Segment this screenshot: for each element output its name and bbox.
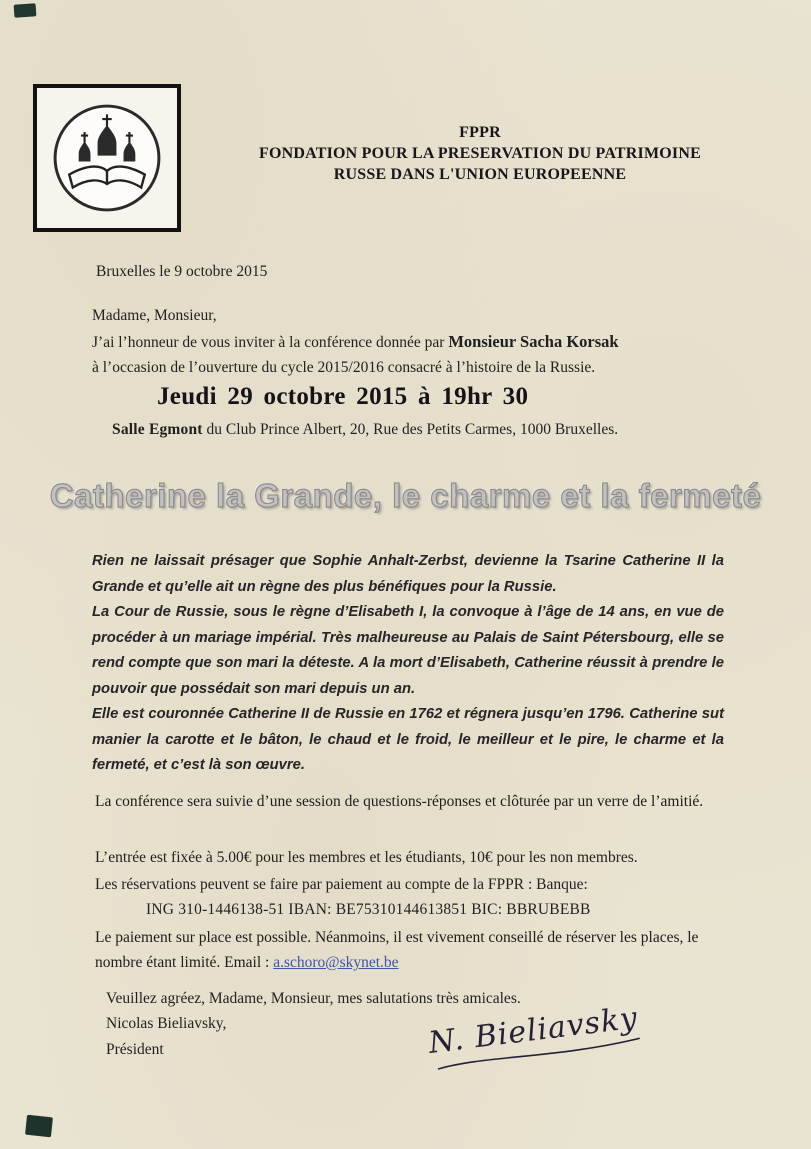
invitation-continuation: à l’occasion de l’ouverture du cycle 2015/2016 consacré à l’histoire de la Russie. — [92, 359, 596, 376]
venue-address: du Club Prince Albert, 20, Rue des Petits Carmes, 1000 Bruxelles. — [202, 421, 619, 438]
signer-name: Nicolas Bieliavsky, — [106, 1015, 227, 1032]
scan-artifact-top — [14, 3, 37, 18]
event-datetime: Jeudi 29 octobre 2015 à 19hr 30 — [157, 383, 529, 410]
letterhead — [195, 122, 765, 185]
salutation: Madame, Monsieur, — [92, 307, 217, 324]
valediction: Veuillez agréez, Madame, Monsieur, mes salutations très amicales. — [106, 990, 521, 1007]
abstract-paragraph-1: Rien ne laissait présager que Sophie Anhalt-Zerbst, devienne la Tsarine Catherine II la Grande et qu’elle ait un règne des plus bénéfiques pour la Russie. — [92, 553, 724, 595]
conference-abstract — [92, 549, 724, 779]
abstract-paragraph-2: La Cour de Russie, sous le règne d’Elisabeth I, la convoque à l’âge de 14 ans, en vue de procéder à un mariage impérial. Très malheureuse au Palais de Saint Pétersbourg, elle se rend compte que son mari la déteste. A la mort d’Elisabeth, Catherine réussit à prendre le pouvoir que possédait son mari depuis un an. — [92, 604, 724, 697]
speaker-name: Monsieur Sacha Korsak — [448, 332, 619, 351]
russian-church-book-icon — [48, 99, 166, 217]
signature-text: N. Bieliavsky — [426, 1000, 640, 1061]
pricing-line: L’entrée est fixée à 5.00€ pour les membres et les étudiants, 10€ pour les non membres. — [95, 849, 638, 866]
invitation-intro: J’ai l’honneur de vous inviter à la conférence donnée par — [92, 334, 449, 351]
contact-email-link[interactable]: a.schoro@skynet.be — [273, 954, 399, 971]
venue-room: Salle Egmont — [112, 421, 203, 438]
bank-details: ING 310-1446138-51 IBAN: BE75310144613851 BIC: BBRUBEBB — [146, 901, 591, 918]
reservation-line: Les réservations peuvent se faire par paiement au compte de la FPPR : Banque: — [95, 876, 588, 893]
signer-title: Président — [106, 1041, 164, 1058]
abstract-paragraph-3: Elle est couronnée Catherine II de Russie en 1762 et régnera jusqu’en 1796. Catherine sut manier la carotte et le bâton, le chaud et le froid, le meilleur et le pire, le charme et la fermeté, et c’est là son œuvre. — [92, 706, 724, 773]
conference-title: Catherine la Grande, le charme et la fermeté — [49, 477, 762, 514]
dateline: Bruxelles le 9 octobre 2015 — [96, 263, 268, 280]
closing-info: La conférence sera suivie d’une session de questions-réponses et clôturée par un verre de l’amitié. — [95, 793, 704, 810]
org-name-line2: RUSSE DANS L'UNION EUROPEENNE — [333, 166, 627, 183]
venue-line — [112, 421, 618, 439]
fppr-logo — [33, 84, 181, 232]
org-name-line1: FONDATION POUR LA PRESERVATION DU PATRIMOINE — [259, 145, 701, 162]
payment-info — [95, 925, 727, 975]
payment-text: Le paiement sur place est possible. Néanmoins, il est vivement conseillé de réserver les places, le nombre étant limité. Email : — [95, 929, 699, 971]
scan-artifact-bottom — [25, 1115, 53, 1138]
invitation-line — [92, 332, 619, 352]
org-acronym: FPPR — [459, 124, 501, 141]
